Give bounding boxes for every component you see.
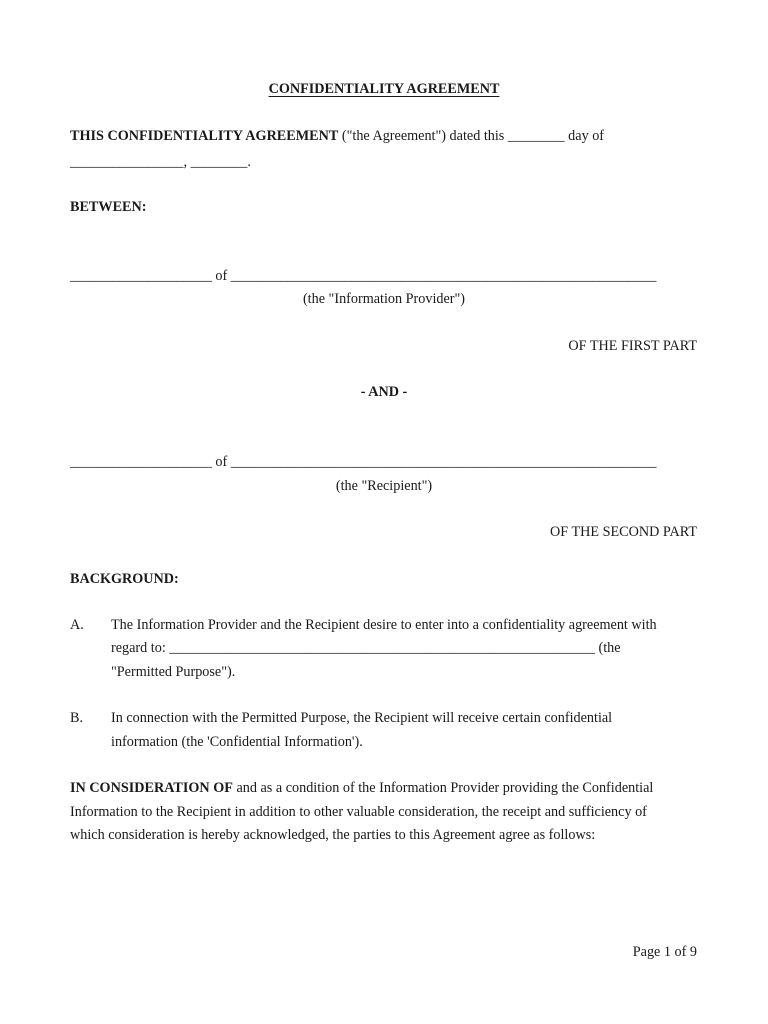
recital-a-line-3: "Permitted Purpose"). <box>111 664 236 680</box>
and-separator: - AND - <box>360 384 408 400</box>
consideration-lead: IN CONSIDERATION OF <box>70 780 233 796</box>
party2-role: (the "Recipient") <box>335 478 433 494</box>
party1-role: (the "Information Provider") <box>302 291 466 307</box>
party2-part: OF THE SECOND PART <box>550 524 697 540</box>
page-number: Page 1 of 9 <box>632 944 697 960</box>
party1-name-line: ____________________ of ____________________________________________________________ <box>70 268 657 284</box>
document-title <box>0 80 768 98</box>
recital-b-line-2: information (the 'Confidential Information'). <box>111 734 363 750</box>
intro-rest: ("the Agreement") dated this ________ day of <box>338 128 605 144</box>
between-heading: BETWEEN: <box>70 199 147 215</box>
consideration-line-1 <box>70 779 653 797</box>
party2-name-line: ____________________ of ____________________________________________________________ <box>70 454 657 470</box>
recital-b-line-1: In connection with the Permitted Purpose, the Recipient will receive certain confidential <box>111 710 613 726</box>
party1-part: OF THE FIRST PART <box>568 338 697 354</box>
intro-paragraph <box>70 127 604 145</box>
consideration-rest: and as a condition of the Information Provider providing the Confidential <box>232 780 654 796</box>
recital-a-label: A. <box>70 617 84 633</box>
consideration-line-3: which consideration is hereby acknowledged, the parties to this Agreement agree as follows: <box>70 827 596 843</box>
recital-b-label: B. <box>70 710 84 726</box>
title-text: CONFIDENTIALITY AGREEMENT <box>268 81 500 97</box>
recital-a-line-2: regard to: ____________________________________________________________ (the <box>111 640 621 656</box>
recital-a-line-1: The Information Provider and the Recipient desire to enter into a confidentiality agreement with <box>111 617 657 633</box>
consideration-line-2: Information to the Recipient in addition to other valuable consideration, the receipt and sufficiency of <box>70 804 647 820</box>
intro-date-line: ________________, ________. <box>70 154 251 170</box>
intro-lead: THIS CONFIDENTIALITY AGREEMENT <box>70 128 339 144</box>
background-heading: BACKGROUND: <box>70 571 179 587</box>
